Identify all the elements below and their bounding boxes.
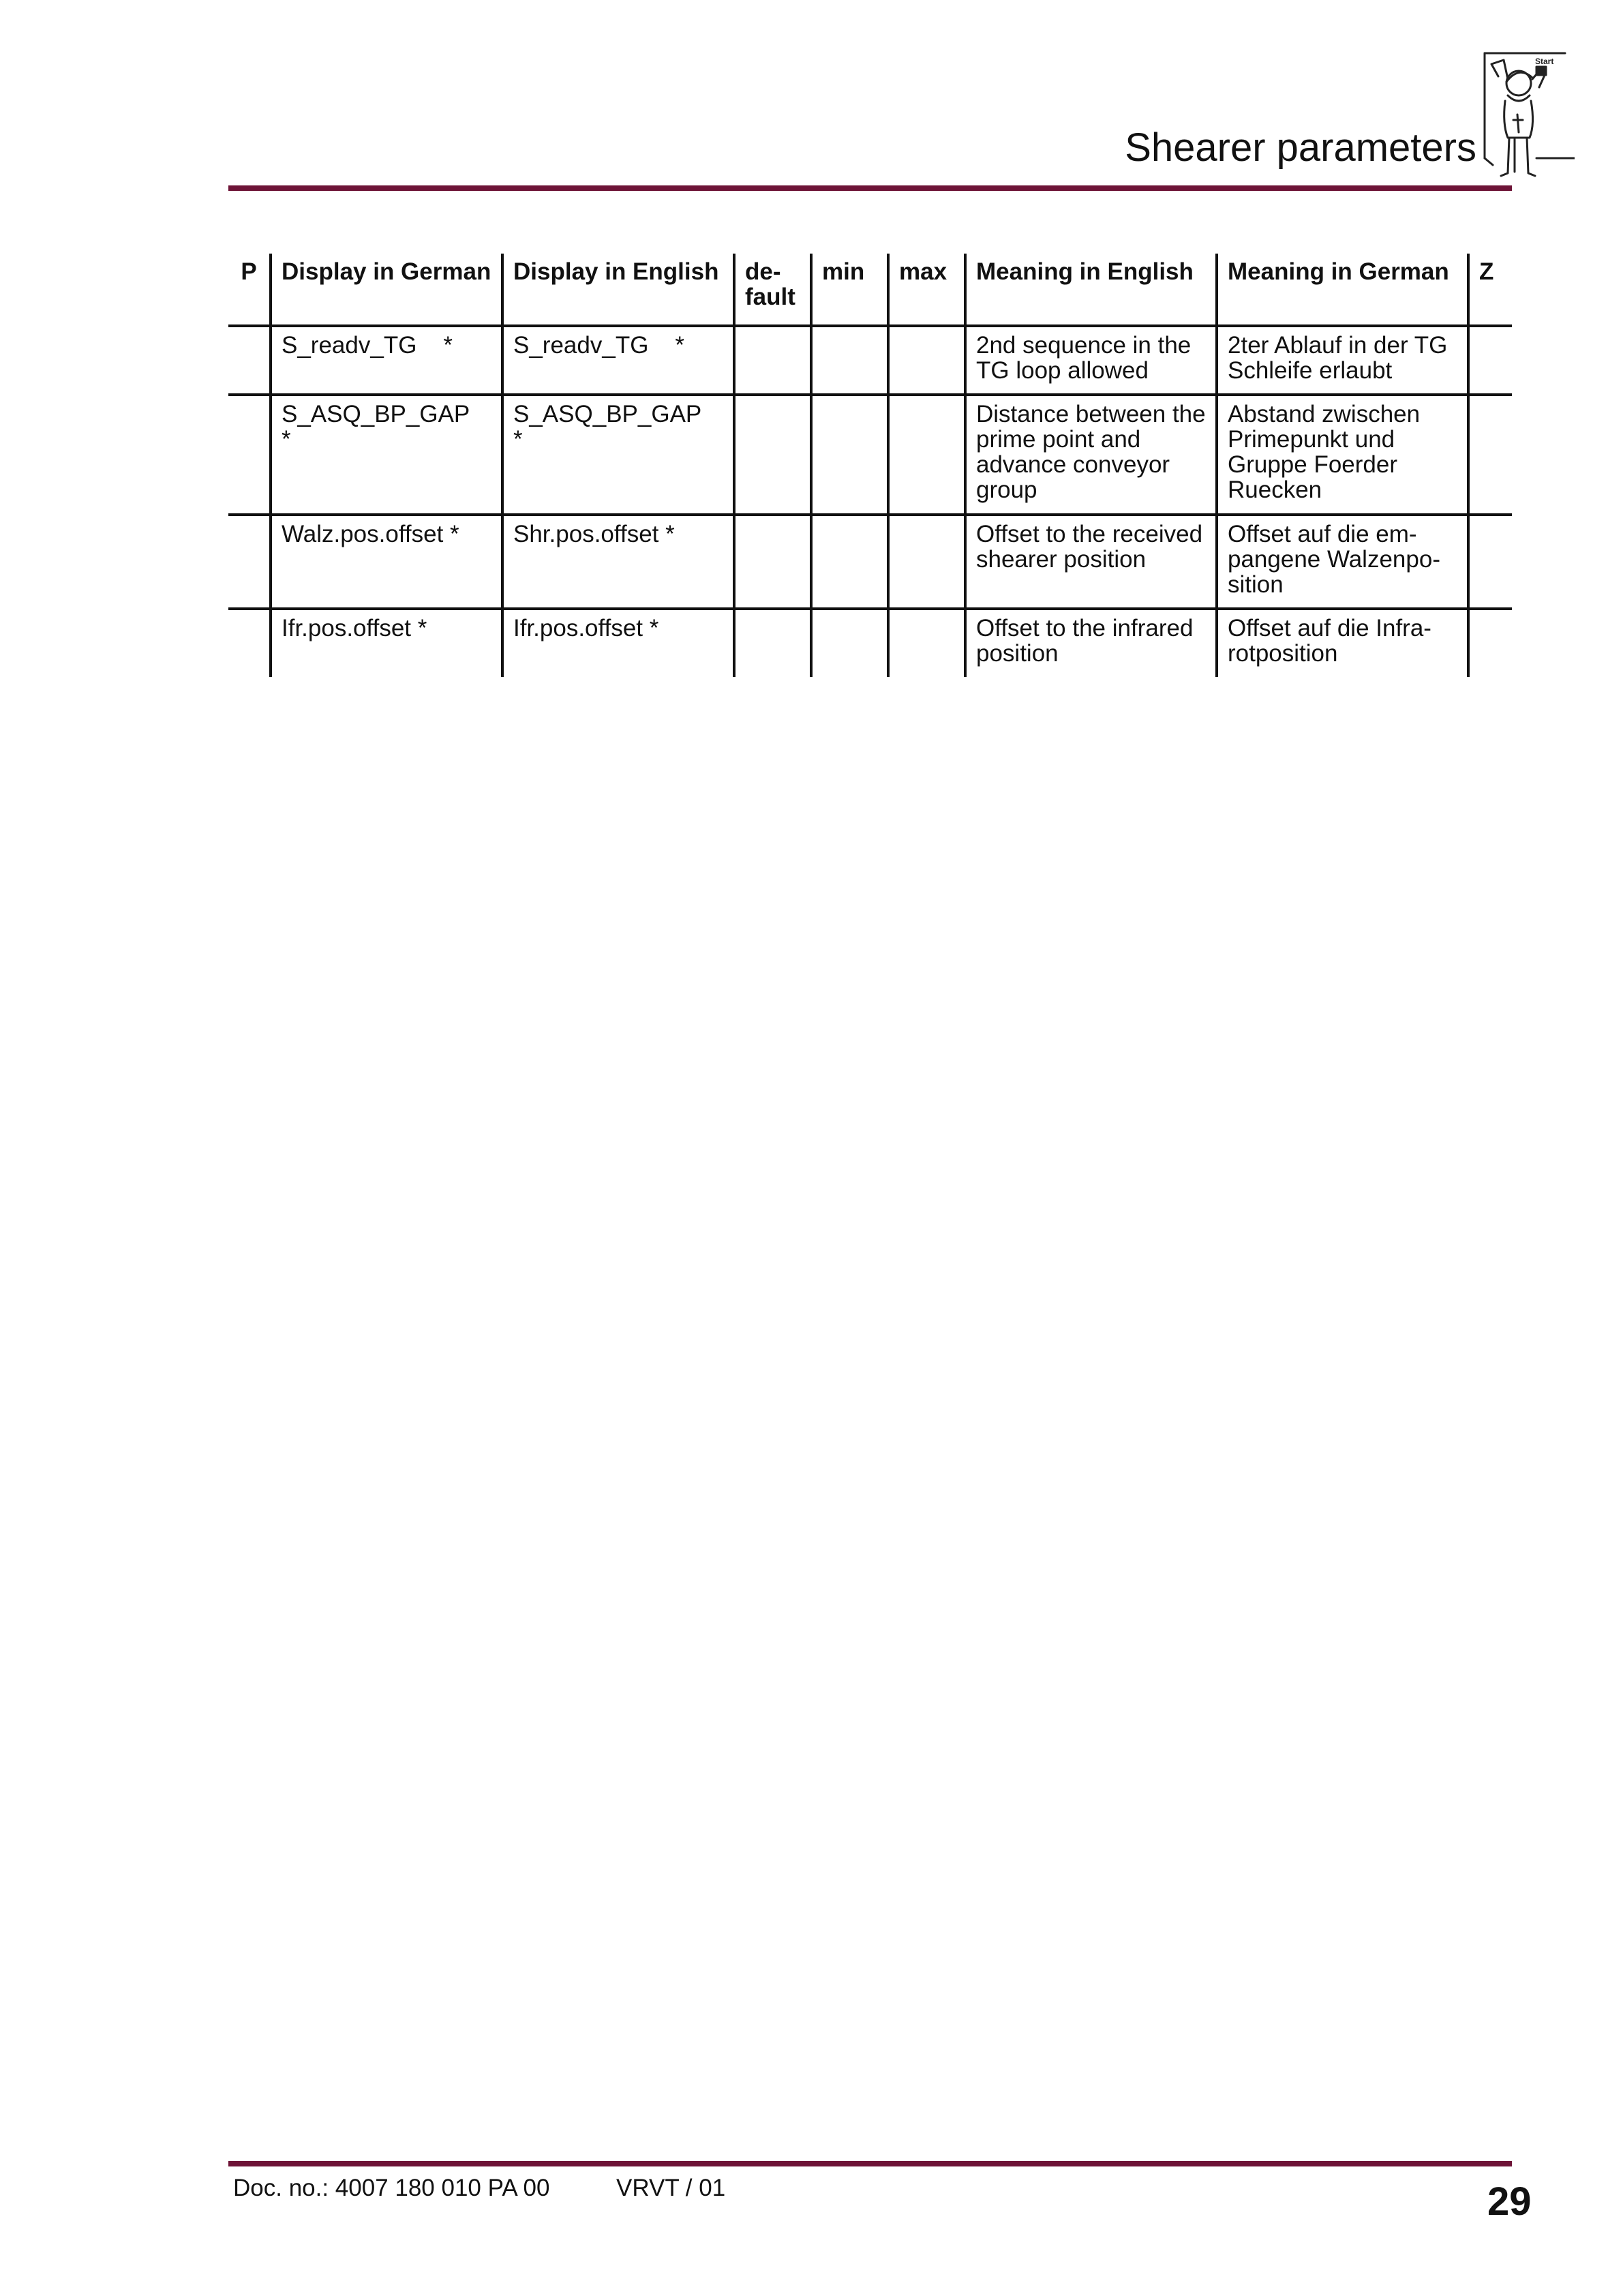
cell-display-german: Walz.pos.offset * (271, 515, 502, 609)
cell-display-english: S_readv_TG * (502, 326, 734, 395)
cell-display-english: Ifr.pos.offset * (502, 609, 734, 677)
cell-min (811, 395, 888, 515)
table-row (228, 326, 1512, 395)
document-number: Doc. no.: 4007 180 010 PA 00 (233, 2175, 550, 2201)
column-header-default: de- fault (734, 254, 811, 326)
cell-min (811, 326, 888, 395)
cell-max (888, 326, 965, 395)
column-header-display-german: Display in German (271, 254, 502, 326)
column-header-max: max (888, 254, 965, 326)
cell-p (228, 395, 271, 515)
cell-max (888, 395, 965, 515)
cell-default (734, 609, 811, 677)
cell-z (1468, 395, 1512, 515)
section-title: Shearer parameters (1125, 125, 1476, 170)
start-label: Start (1535, 57, 1554, 66)
table-row (228, 609, 1512, 677)
cell-z (1468, 609, 1512, 677)
cell-display-german: S_readv_TG * (271, 326, 502, 395)
column-header-display-english: Display in English (502, 254, 734, 326)
cell-meaning-english: Offset to the infrared position (965, 609, 1217, 677)
cell-max (888, 609, 965, 677)
cell-max (888, 515, 965, 609)
cell-meaning-german: Abstand zwischen Primepunkt und Gruppe Foerder Ruecken (1217, 395, 1468, 515)
column-header-min: min (811, 254, 888, 326)
table-header-row (228, 254, 1512, 326)
cell-default (734, 395, 811, 515)
footer-rule (228, 2161, 1512, 2166)
cell-meaning-english: Distance between the prime point and advance conveyor group (965, 395, 1217, 515)
cell-p (228, 609, 271, 677)
cell-display-english: S_ASQ_BP_GAP * (502, 395, 734, 515)
column-header-z: Z (1468, 254, 1512, 326)
parameter-table (228, 254, 1512, 677)
cell-z (1468, 326, 1512, 395)
cell-default (734, 515, 811, 609)
table-row (228, 395, 1512, 515)
cell-meaning-english: 2nd sequence in the TG loop allowed (965, 326, 1217, 395)
cell-meaning-german: Offset auf die Infra- rotposition (1217, 609, 1468, 677)
cell-meaning-german: Offset auf die em- pangene Walzenpo- sition (1217, 515, 1468, 609)
cell-min (811, 515, 888, 609)
table-row (228, 515, 1512, 609)
cell-meaning-german: 2ter Ablauf in der TG Schleife erlaubt (1217, 326, 1468, 395)
cell-display-english: Shr.pos.offset * (502, 515, 734, 609)
cell-default (734, 326, 811, 395)
cell-z (1468, 515, 1512, 609)
cell-display-german: S_ASQ_BP_GAP * (271, 395, 502, 515)
cell-min (811, 609, 888, 677)
cell-meaning-english: Offset to the received shearer position (965, 515, 1217, 609)
document-version: VRVT / 01 (616, 2175, 726, 2201)
cell-display-german: Ifr.pos.offset * (271, 609, 502, 677)
cell-p (228, 515, 271, 609)
column-header-meaning-english: Meaning in English (965, 254, 1217, 326)
page-number: 29 (1487, 2179, 1532, 2224)
cell-p (228, 326, 271, 395)
column-header-p: P (228, 254, 271, 326)
header-rule (228, 185, 1512, 191)
column-header-meaning-german: Meaning in German (1217, 254, 1468, 326)
worker-pressing-start-button-icon (1478, 49, 1575, 183)
